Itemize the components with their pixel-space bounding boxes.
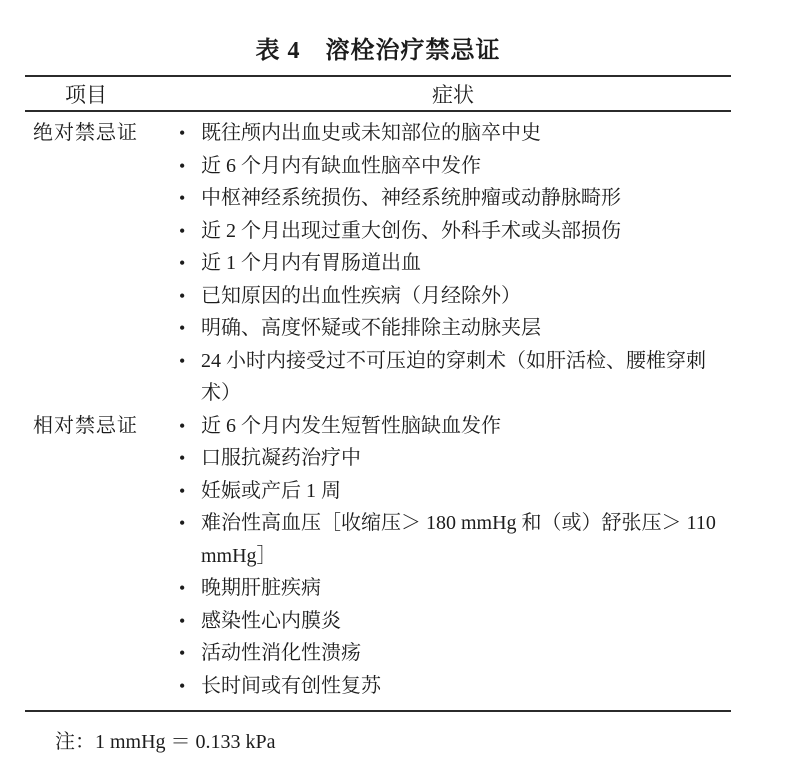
bullet-icon: • — [179, 155, 186, 176]
symptom-item — [177, 117, 731, 150]
bullet-icon: • — [179, 188, 186, 208]
symptom-item — [177, 442, 731, 475]
symptom-list — [177, 117, 731, 410]
symptom-item — [177, 215, 731, 248]
bullet-icon: • — [179, 448, 186, 468]
symptom-text: 难治性高血压［收缩压＞ 180 mmHg 和（或）舒张压＞ 110 mmHg］ — [201, 512, 716, 567]
bullet-icon: • — [179, 610, 186, 631]
symptom-item — [177, 150, 731, 183]
symptom-list — [177, 410, 731, 703]
symptom-text: 已知原因的出血性疾病（月经除外） — [201, 284, 521, 307]
symptom-item — [177, 345, 731, 410]
symptom-item — [177, 475, 731, 508]
table-body — [25, 112, 731, 710]
bullet-icon: • — [179, 318, 186, 338]
symptom-item — [177, 182, 731, 215]
symptom-text: 明确、高度怀疑或不能排除主动脉夹层 — [201, 317, 541, 339]
bullet-icon: • — [179, 220, 186, 241]
symptom-item — [177, 605, 731, 638]
symptom-text: 近 6 个月内有缺血性脑卒中发作 — [201, 154, 481, 177]
contraindications-table — [25, 75, 731, 712]
bullet-icon: • — [179, 578, 186, 598]
symptom-text: 中枢神经系统损伤、神经系统肿瘤或动静脉畸形 — [201, 187, 621, 209]
symptom-text: 24 小时内接受过不可压迫的穿刺术（如肝活检、腰椎穿刺术） — [201, 349, 706, 404]
bullet-icon: • — [179, 350, 186, 371]
symptom-text: 长时间或有创性复苏 — [201, 674, 381, 697]
symptom-item — [177, 572, 731, 605]
bullet-icon: • — [179, 415, 186, 436]
footnote: 注：1 mmHg ＝ 0.133 kPa — [55, 731, 276, 753]
bottom-rule — [25, 710, 731, 712]
bullet-icon: • — [179, 285, 186, 306]
page-title: 表 4 溶栓治疗禁忌证 — [255, 38, 501, 64]
symptom-text: 妊娠或产后 1 周 — [201, 479, 341, 502]
symptom-text: 近 2 个月出现过重大创伤、外科手术或头部损伤 — [201, 219, 621, 242]
table-row-absolute — [25, 117, 731, 410]
symptom-text: 感染性心内膜炎 — [201, 609, 341, 632]
bullet-icon: • — [179, 513, 186, 533]
bullet-icon: • — [179, 253, 186, 273]
row-label: 相对禁忌证 — [33, 414, 138, 437]
symptom-text: 既往颅内出血史或未知部位的脑卒中史 — [201, 122, 541, 144]
symptom-text: 口服抗凝药治疗中 — [201, 447, 361, 469]
symptom-item — [177, 670, 731, 703]
bullet-icon: • — [179, 480, 186, 501]
header-row — [25, 77, 731, 110]
symptom-item — [177, 280, 731, 313]
bullet-icon: • — [179, 643, 186, 663]
symptom-text: 晚期肝脏疾病 — [201, 577, 321, 599]
bullet-icon: • — [179, 123, 186, 143]
header-item-label: 项目 — [65, 82, 107, 107]
symptom-text: 近 1 个月内有胃肠道出血 — [201, 252, 421, 274]
symptom-item — [177, 507, 731, 572]
symptom-text: 活动性消化性溃疡 — [201, 642, 361, 664]
symptom-item — [177, 312, 731, 345]
symptom-item — [177, 410, 731, 443]
symptom-text: 近 6 个月内发生短暂性脑缺血发作 — [201, 414, 501, 437]
header-symptom-label: 症状 — [432, 82, 474, 107]
bullet-icon: • — [179, 675, 186, 696]
symptom-item — [177, 247, 731, 280]
symptom-item — [177, 637, 731, 670]
table-row-relative — [25, 410, 731, 703]
row-label: 绝对禁忌证 — [33, 122, 138, 144]
